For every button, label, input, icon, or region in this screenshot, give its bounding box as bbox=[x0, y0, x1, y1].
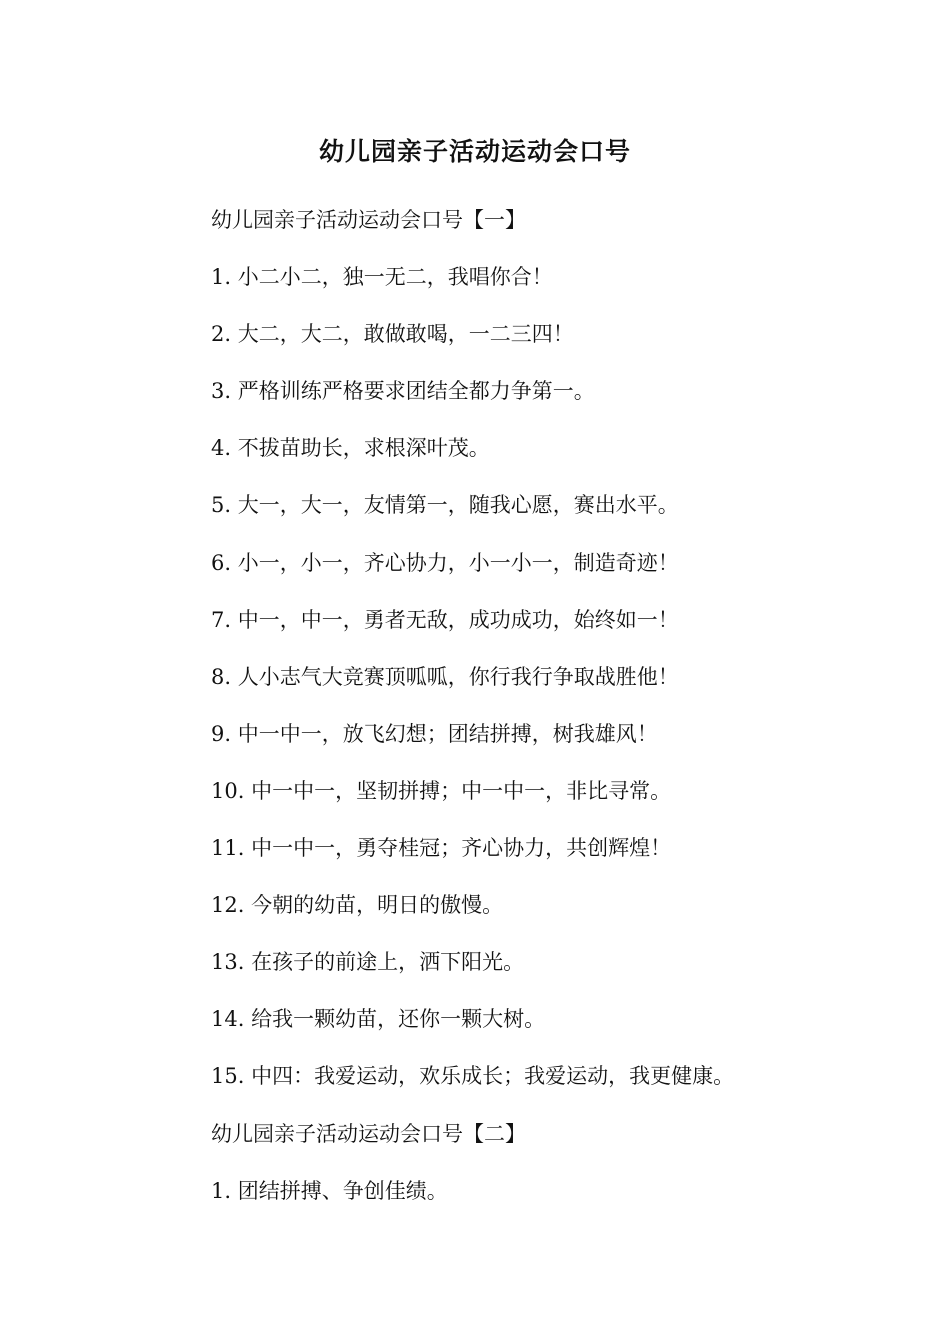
slogan-item: 4. 不拔苗助长，求根深叶茂。 bbox=[211, 436, 490, 461]
slogan-item: 12. 今朝的幼苗，明日的傲慢。 bbox=[211, 893, 504, 918]
slogan-item: 8. 人小志气大竞赛顶呱呱，你行我行争取战胜他！ bbox=[211, 664, 679, 689]
slogan-item: 13. 在孩子的前途上，洒下阳光。 bbox=[211, 950, 525, 975]
slogan-item: 6. 小一，小一，齐心协力，小一小一，制造奇迹！ bbox=[211, 550, 679, 575]
slogan-item: 3. 严格训练严格要求团结全都力争第一。 bbox=[211, 379, 595, 404]
slogan-item: 5. 大一，大一，友情第一，随我心愿，赛出水平。 bbox=[211, 493, 679, 518]
slogan-item: 2. 大二，大二，敢做敢喝，一二三四！ bbox=[211, 322, 574, 347]
slogan-item: 11. 中一中一，勇夺桂冠；齐心协力，共创辉煌！ bbox=[211, 836, 672, 861]
section-heading-1: 幼儿园亲子活动运动会口号【一】 bbox=[211, 208, 526, 232]
slogan-item: 10. 中一中一，坚韧拼搏；中一中一，非比寻常。 bbox=[211, 778, 672, 803]
document-title: 幼儿园亲子活动运动会口号 bbox=[318, 137, 631, 166]
slogan-item: 15. 中四：我爱运动，欢乐成长；我爱运动，我更健康。 bbox=[211, 1064, 735, 1089]
slogan-item: 1. 小二小二，独一无二，我唱你合！ bbox=[211, 265, 553, 290]
slogan-item: 7. 中一，中一，勇者无敌，成功成功，始终如一！ bbox=[211, 607, 679, 632]
slogan-item: 9. 中一中一，放飞幻想；团结拼搏，树我雄风！ bbox=[211, 721, 658, 746]
section-heading-2: 幼儿园亲子活动运动会口号【二】 bbox=[211, 1121, 526, 1146]
slogan-item: 1. 团结拼搏、争创佳绩。 bbox=[211, 1178, 448, 1203]
document-body bbox=[211, 196, 911, 1224]
slogan-item: 14. 给我一颗幼苗，还你一颗大树。 bbox=[211, 1007, 546, 1032]
